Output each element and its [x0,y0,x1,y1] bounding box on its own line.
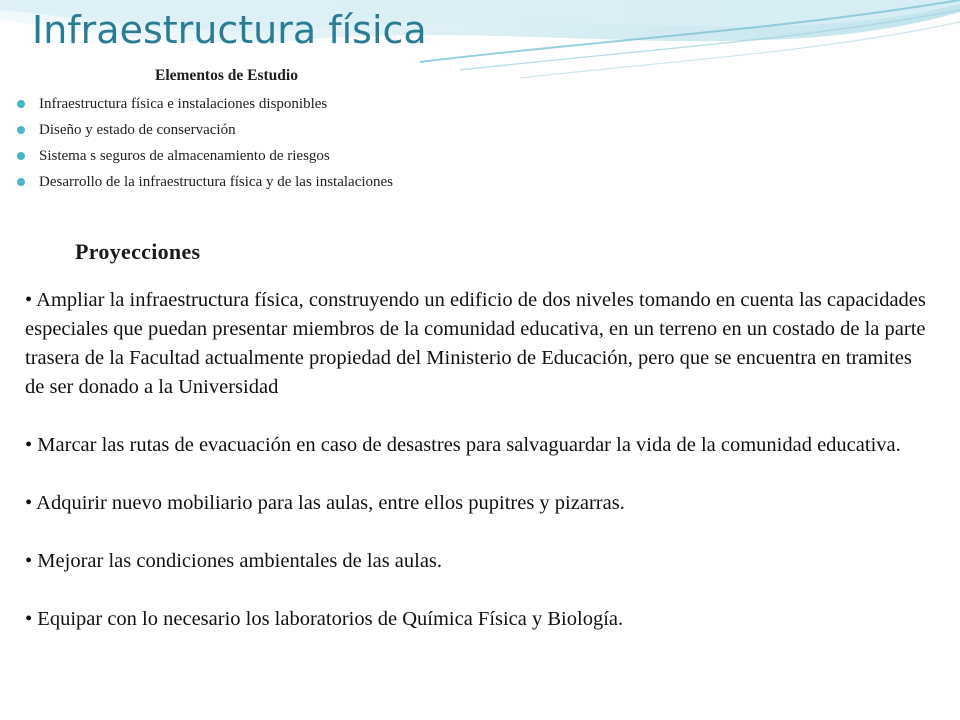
projection-item: • Adquirir nuevo mobiliario para las aulas, entre ellos pupitres y pizarras. [25,492,625,514]
study-elements-list [38,91,458,192]
bullet-dot-icon [17,126,25,134]
page-title: Infraestructura física [32,8,427,52]
list-item [38,169,458,192]
bullet-dot-icon [17,152,25,160]
study-elements-heading: Elementos de Estudio [155,67,298,84]
list-item [38,117,458,143]
projection-item: • Equipar con lo necesario los laboratorios de Química Física y Biología. [25,608,624,630]
bullet-dot-icon [17,100,25,108]
projections-heading: Proyecciones [75,239,201,264]
projection-item: • Marcar las rutas de evacuación en caso de desastres para salvaguardar la vida de la comunidad educativa. [25,434,901,456]
list-item [38,91,458,117]
list-item [38,143,458,169]
list-item-text: Sistema s seguros de almacenamiento de riesgos [39,148,330,164]
projection-item: • Ampliar la infraestructura física, construyendo un edificio de dos niveles tomando en cuenta las capacidades especiales que puedan presentar miembros de la comunidad educativa, en un terreno en un costado de la parte trasera de la Facultad actualmente propiedad del Ministerio de Educación, pero que se encuentra en tramites de ser donado a la Universidad [25,289,926,398]
bullet-dot-icon [17,178,25,186]
list-item-text: Infraestructura física e instalaciones disponibles [39,96,328,112]
projections-list [25,286,930,634]
list-item-text: Desarrollo de la infraestructura física y de las instalaciones [39,174,394,190]
list-item-text: Diseño y estado de conservación [39,122,236,138]
projection-item: • Mejorar las condiciones ambientales de las aulas. [25,550,443,572]
